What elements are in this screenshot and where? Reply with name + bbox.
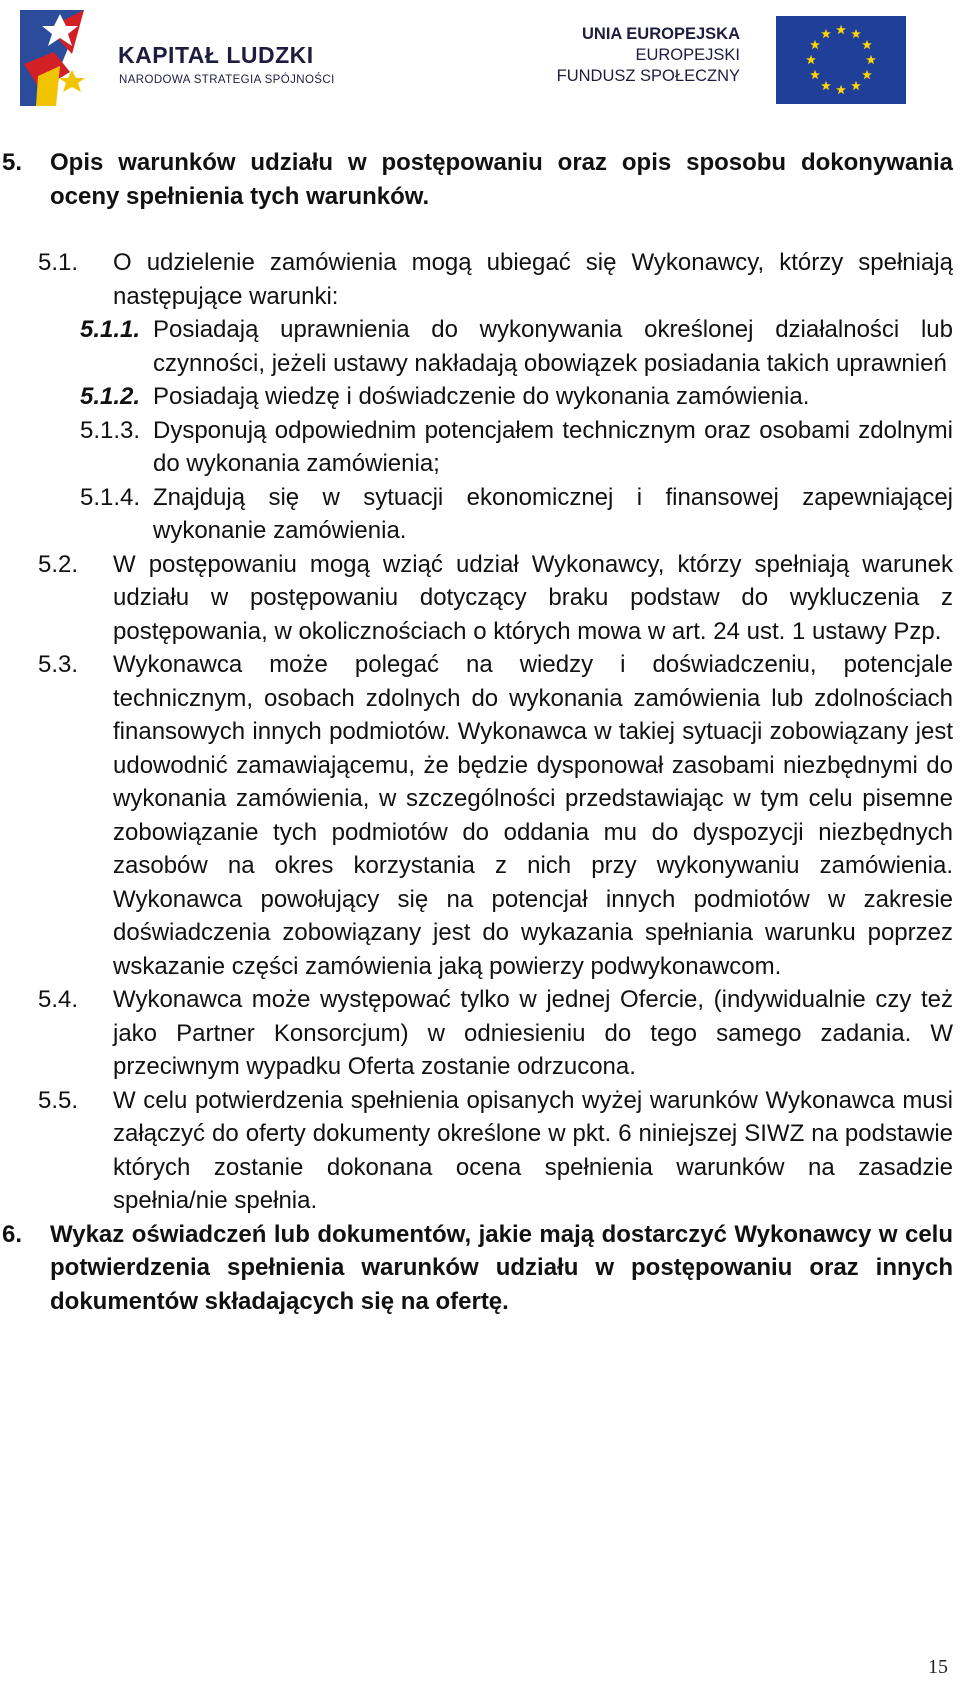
item-number: 5.1.4. — [80, 483, 141, 511]
eu-line-2: EUROPEJSKI — [635, 46, 740, 64]
item-number: 5.4. — [38, 986, 79, 1013]
item-text: O udzielenie zamówienia mogą ubiegać się Wykonawcy, którzy spełniają następujące warunki: — [113, 249, 953, 310]
page-header — [0, 0, 960, 118]
item-5-1-2 — [0, 380, 960, 414]
item-text: W celu potwierdzenia spełnienia opisanych wyżej warunków Wykonawca musi załączyć do oferty dokumenty określone w pkt. 6 niniejszej SIWZ na podstawie których zostanie dokonana ocena spełnienia warunków na zasadzie spełnia/nie spełnia. — [113, 1086, 953, 1214]
item-text: Znajdują się w sytuacji ekonomicznej i finansowej zapewniającej wykonanie zamówienia. — [153, 483, 953, 544]
section-6-number: 6. — [2, 1220, 23, 1248]
item-text: Wykonawca może występować tylko w jednej Ofercie, (indywidualnie czy też jako Partner Konsorcjum) w odniesieniu do tego samego zadania. W przeciwnym wypadku Oferta zostanie odrzucona. — [113, 986, 953, 1080]
item-text: Wykonawca może polegać na wiedzy i doświadczeniu, potencjale technicznym, osobach zdolnych do wykonania zamówienia lub zdolnościach finansowych innych podmiotów. Wykonawca w takiej sytuacji zobowiązany jest udowodnić zamawiającemu, że będzie dysponował zasobami niezbędnymi do wykonania zamówienia, w szczególności przedstawiając w tym celu pisemne zobowiązanie tych podmiotów do oddania mu do dyspozycji niezbędnych zasobów na okres korzystania z nich przy wykonywaniu zamówienia. Wykonawca powołujący się na potencjał innych podmiotów w zakresie doświadczenia zobowiązany jest do wykazania spełniania warunku poprzez wskazanie części zamówienia jaką powierzy podwykonawcom. — [113, 651, 953, 980]
document-body — [0, 146, 960, 1318]
section-5-heading — [0, 146, 960, 213]
eu-line-3: FUNDUSZ SPOŁECZNY — [556, 67, 740, 85]
kapital-ludzki-logo — [14, 6, 374, 110]
item-number: 5.1.3. — [80, 416, 141, 444]
item-5-3 — [0, 648, 960, 983]
item-5-5 — [0, 1084, 960, 1218]
kapital-ludzki-emblem-icon — [14, 6, 114, 110]
section-5-number: 5. — [2, 149, 23, 176]
item-text: Dysponują odpowiednim potencjałem technicznym oraz osobami zdolnymi do wykonania zamówienia; — [153, 416, 953, 477]
item-number: 5.1. — [38, 249, 79, 276]
item-text: Posiadają wiedzę i doświadczenie do wykonania zamówienia. — [153, 383, 810, 410]
item-5-4 — [0, 983, 960, 1084]
item-number: 5.5. — [38, 1086, 79, 1114]
kapital-ludzki-title: KAPITAŁ LUDZKI — [118, 42, 314, 68]
item-number: 5.2. — [38, 550, 79, 578]
page-number: 15 — [928, 1656, 948, 1678]
section-6-heading — [0, 1218, 960, 1319]
item-number: 5.1.2. — [80, 383, 141, 410]
eu-line-1: UNIA EUROPEJSKA — [582, 25, 740, 43]
section-5-title: Opis warunków udziału w postępowaniu oraz opis sposobu dokonywania oceny spełnienia tych warunków. — [50, 149, 953, 210]
item-text: Posiadają uprawnienia do wykonywania określonej działalności lub czynności, jeżeli ustawy nakładają obowiązek posiadania takich uprawnień — [153, 316, 953, 377]
item-text: W postępowaniu mogą wziąć udział Wykonawcy, którzy spełniają warunek udziału w postępowaniu dotyczący braku podstaw do wykluczenia z postępowania, w okolicznościach o których mowa w art. 24 ust. 1 ustawy Pzp. — [113, 550, 953, 645]
item-5-1-1 — [0, 313, 960, 380]
section-6-title: Wykaz oświadczeń lub dokumentów, jakie mają dostarczyć Wykonawcy w celu potwierdzenia spełnienia warunków udziału w postępowaniu oraz innych dokumentów składających się na ofertę. — [50, 1220, 953, 1315]
eu-logo-text — [557, 24, 740, 87]
item-5-1 — [0, 246, 960, 313]
item-number: 5.3. — [38, 651, 79, 678]
item-5-2 — [0, 548, 960, 649]
item-number: 5.1.1. — [80, 316, 141, 343]
kapital-ludzki-subtitle: NARODOWA STRATEGIA SPÓJNOŚCI — [119, 74, 335, 86]
eu-efs-logo — [556, 14, 940, 106]
eu-flag-icon — [776, 16, 906, 104]
item-5-1-3 — [0, 414, 960, 481]
item-5-1-4 — [0, 481, 960, 548]
